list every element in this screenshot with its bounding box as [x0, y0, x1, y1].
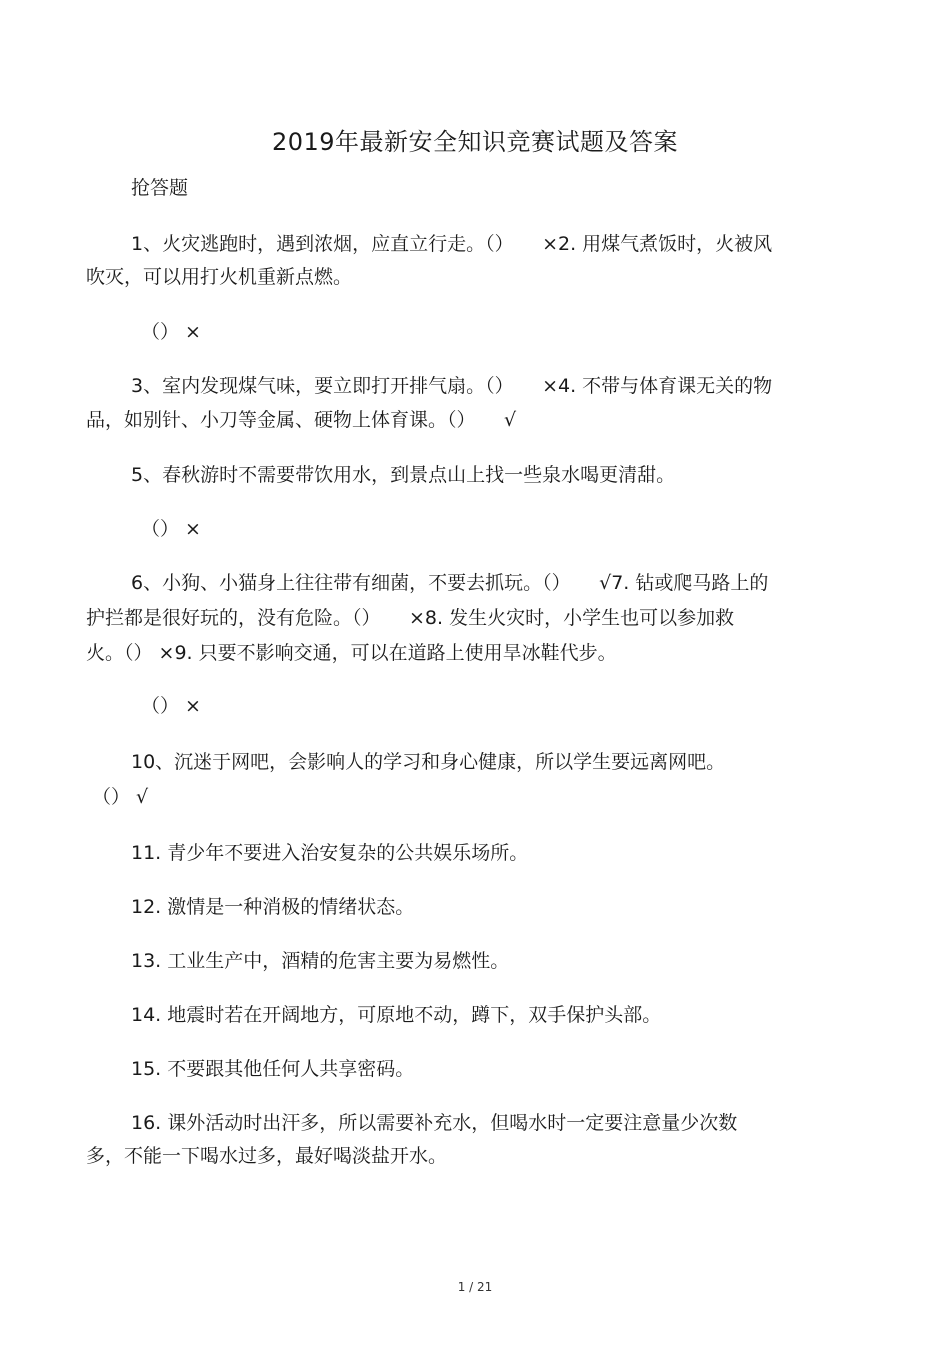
- question-line: 11. 青少年不要进入治安复杂的公共娱乐场所。: [131, 842, 529, 864]
- question-line: 10、沉迷于网吧，会影响人的学习和身心健康，所以学生要远离网吧。: [131, 751, 726, 773]
- question-line: 护拦都是很好玩的，没有危险。（） ×8. 发生火灾时，小学生也可以参加救: [86, 607, 735, 629]
- question-line: 品，如别针、小刀等金属、硬物上体育课。（） √: [86, 409, 517, 431]
- page-indicator: 1 / 21: [457, 1280, 493, 1294]
- answer-line: （） ×: [141, 695, 201, 717]
- document-title: 2019年最新安全知识竞赛试题及答案: [271, 128, 679, 156]
- answer-line: （） √: [92, 786, 149, 808]
- question-line: 14. 地震时若在开阔地方，可原地不动，蹲下，双手保护头部。: [131, 1004, 662, 1026]
- question-line: 6、小狗、小猫身上往往带有细菌，不要去抓玩。（） √7. 钻或爬马路上的: [131, 572, 769, 594]
- section-heading: 抢答题: [131, 177, 189, 199]
- question-line: 1、火灾逃跑时，遇到浓烟，应直立行走。（） ×2. 用煤气煮饭时，火被风: [131, 233, 773, 255]
- question-line: 16. 课外活动时出汗多，所以需要补充水，但喝水时一定要注意量少次数: [131, 1112, 738, 1134]
- question-line: 火。（） ×9. 只要不影响交通，可以在道路上使用旱冰鞋代步。: [86, 642, 617, 664]
- question-line: 5、春秋游时不需要带饮用水，到景点山上找一些泉水喝更清甜。: [131, 464, 676, 486]
- question-line: 13. 工业生产中，酒精的危害主要为易燃性。: [131, 950, 510, 972]
- answer-line: （） ×: [141, 321, 201, 343]
- answer-line: （） ×: [141, 518, 201, 540]
- question-line: 15. 不要跟其他任何人共享密码。: [131, 1058, 415, 1080]
- question-line: 吹灭，可以用打火机重新点燃。: [86, 266, 353, 288]
- question-line: 多，不能一下喝水过多，最好喝淡盐开水。: [86, 1145, 448, 1167]
- question-line: 12. 激情是一种消极的情绪状态。: [131, 896, 415, 918]
- question-line: 3、室内发现煤气味，要立即打开排气扇。（） ×4. 不带与体育课无关的物: [131, 375, 773, 397]
